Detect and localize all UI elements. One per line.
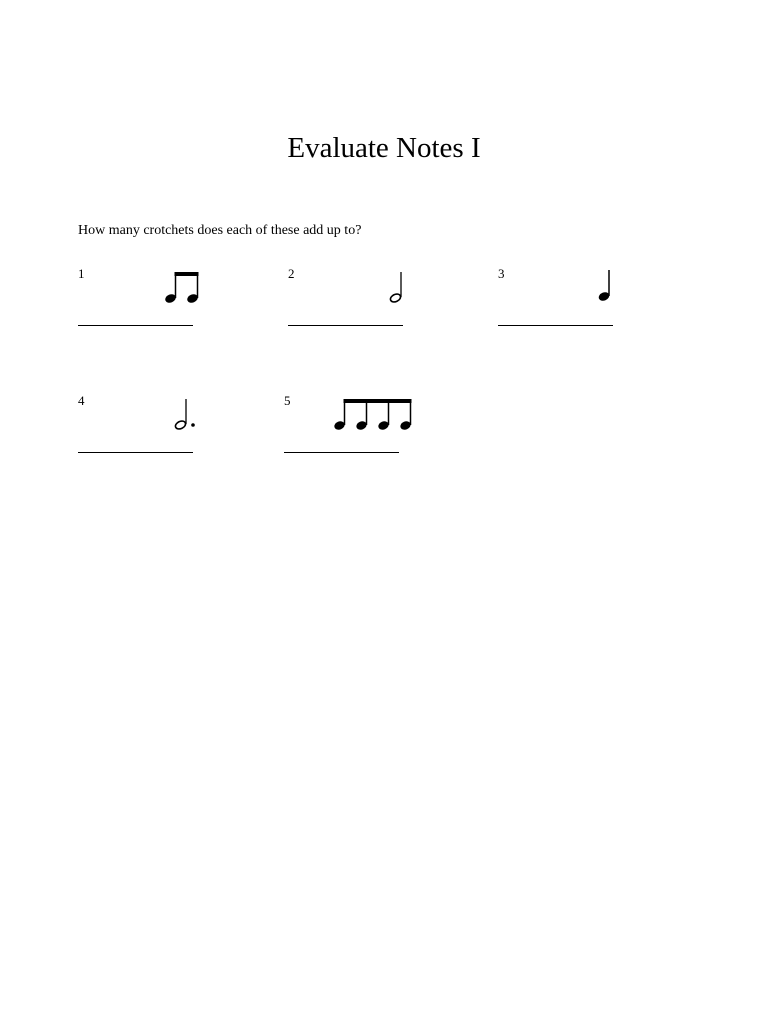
four-beamed-quavers-icon — [334, 393, 416, 435]
answer-line[interactable] — [284, 452, 399, 453]
crotchet-icon — [594, 266, 618, 308]
question-number: 4 — [78, 393, 85, 408]
minim-icon — [382, 266, 412, 308]
question-5 — [284, 393, 474, 473]
question-2 — [288, 266, 478, 346]
question-number: 5 — [284, 393, 291, 408]
answer-line[interactable] — [78, 325, 193, 326]
answer-line[interactable] — [78, 452, 193, 453]
answer-line[interactable] — [288, 325, 403, 326]
answer-line[interactable] — [498, 325, 613, 326]
question-1 — [78, 266, 268, 346]
question-number: 1 — [78, 266, 85, 281]
page-title: Evaluate Notes I — [287, 132, 481, 164]
question-number: 2 — [288, 266, 295, 281]
question-3 — [498, 266, 688, 346]
dotted-minim-icon — [170, 393, 204, 435]
beamed-quavers-icon — [162, 266, 202, 306]
instruction-text: How many crotchets does each of these add up to? — [78, 223, 362, 238]
question-number: 3 — [498, 266, 505, 281]
question-4 — [78, 393, 268, 473]
